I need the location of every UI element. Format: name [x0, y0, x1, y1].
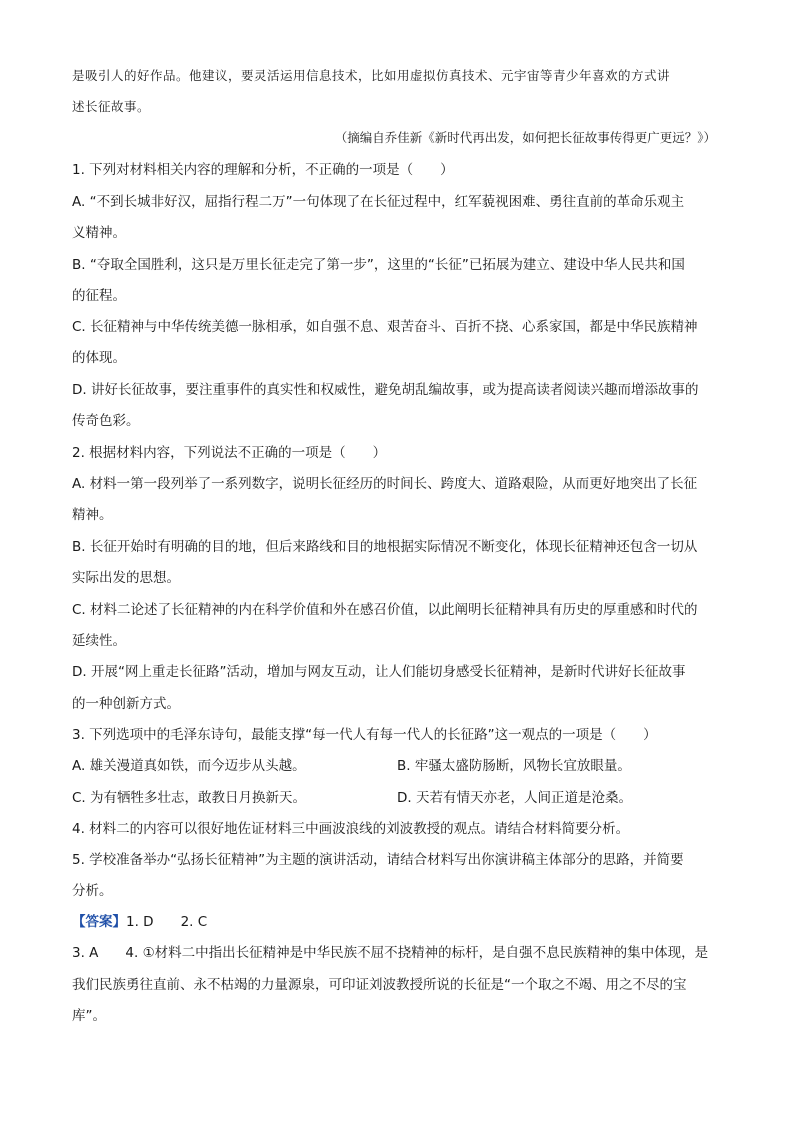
answer-4-cont: 我们民族勇往直前、永不枯竭的力量源泉，可印证刘波教授所说的长征是“一个取之不竭、用之不尽的宝 — [72, 977, 687, 993]
question-1-option-d: D. 讲好长征故事，要注重事件的真实性和权威性，避免胡乱编故事，或为提高读者阅读兴趣而增添故事的 — [72, 382, 699, 398]
answer-label: 【答案】 — [72, 914, 126, 930]
question-3-option-a: A. 雄关漫道真如铁，而今迈步从头越。 — [72, 758, 306, 774]
question-4-stem: 4. 材料二的内容可以很好地佐证材料三中画波浪线的刘波教授的观点。请结合材料简要分析。 — [72, 821, 630, 837]
question-5-stem-cont: 分析。 — [72, 883, 113, 899]
answer-line — [72, 912, 207, 932]
question-3-option-c: C. 为有牺牲多壮志，敢教日月换新天。 — [72, 790, 307, 806]
question-3-option-d: D. 天若有情天亦老，人间正道是沧桑。 — [397, 790, 632, 806]
answer-3-4: 3. A 4. ①材料二中指出长征精神是中华民族不屈不挠精神的标杆，是自强不息民族精神的集中体现，是 — [72, 945, 709, 961]
question-2-option-b: B. 长征开始时有明确的目的地，但后来路线和目的地根据实际情况不断变化，体现长征精神还包含一切从 — [72, 539, 698, 555]
answer-1-2: 1. D 2. C — [126, 914, 208, 930]
question-1-option-a-cont: 义精神。 — [72, 225, 126, 241]
question-2-option-d: D. 开展“网上重走长征路”活动，增加与网友互动，让人们能切身感受长征精神，是新时代讲好长征故事 — [72, 664, 686, 680]
question-1-option-c: C. 长征精神与中华传统美德一脉相承，如自强不息、艰苦奋斗、百折不挠、心系家国，都是中华民族精神 — [72, 319, 698, 335]
question-2-option-d-cont: 的一种创新方式。 — [72, 696, 180, 712]
question-1-option-c-cont: 的体现。 — [72, 350, 126, 366]
question-2-option-b-cont: 实际出发的思想。 — [72, 570, 180, 586]
question-2-option-a: A. 材料一第一段列举了一系列数字，说明长征经历的时间长、跨度大、道路艰险，从而更好地突出了长征 — [72, 476, 698, 492]
question-5-stem: 5. 学校准备举办“弘扬长征精神”为主题的演讲活动，请结合材料写出你演讲稿主体部分的思路，并简要 — [72, 852, 684, 868]
answer-4-cont: 库”。 — [72, 1008, 106, 1024]
question-1-option-b: B. “夺取全国胜利，这只是万里长征走完了第一步”，这里的“长征”已拓展为建立、建设中华人民共和国 — [72, 257, 685, 273]
material-text-line: 述长征故事。 — [72, 99, 151, 114]
question-2-option-c: C. 材料二论述了长征精神的内在科学价值和外在感召价值，以此阐明长征精神具有历史的厚重感和时代的 — [72, 602, 698, 618]
question-1-option-b-cont: 的征程。 — [72, 288, 126, 304]
material-text-line: 是吸引人的好作品。他建议，要灵活运用信息技术，比如用虚拟仿真技术、元宇宙等青少年喜欢的方式讲 — [72, 68, 671, 83]
question-3-stem: 3. 下列选项中的毛泽东诗句，最能支撑“每一代人有每一代人的长征路”这一观点的一项是（ ） — [72, 727, 657, 743]
question-1-option-d-cont: 传奇色彩。 — [72, 413, 140, 429]
question-2-option-a-cont: 精神。 — [72, 507, 113, 523]
question-3-option-b: B. 牢骚太盛防肠断，风物长宜放眼量。 — [397, 758, 631, 774]
material-source-citation: （摘编自乔佳新《新时代再出发，如何把长征故事传得更广更远？》） — [334, 130, 716, 145]
question-1-option-a: A. “不到长城非好汉，屈指行程二万”一句体现了在长征过程中，红军藐视困难、勇往直前的革命乐观主 — [72, 194, 685, 210]
question-2-stem: 2. 根据材料内容，下列说法不正确的一项是（ ） — [72, 445, 387, 461]
question-1-stem: 1. 下列对材料相关内容的理解和分析，不正确的一项是（ ） — [72, 162, 454, 178]
question-2-option-c-cont: 延续性。 — [72, 633, 126, 649]
